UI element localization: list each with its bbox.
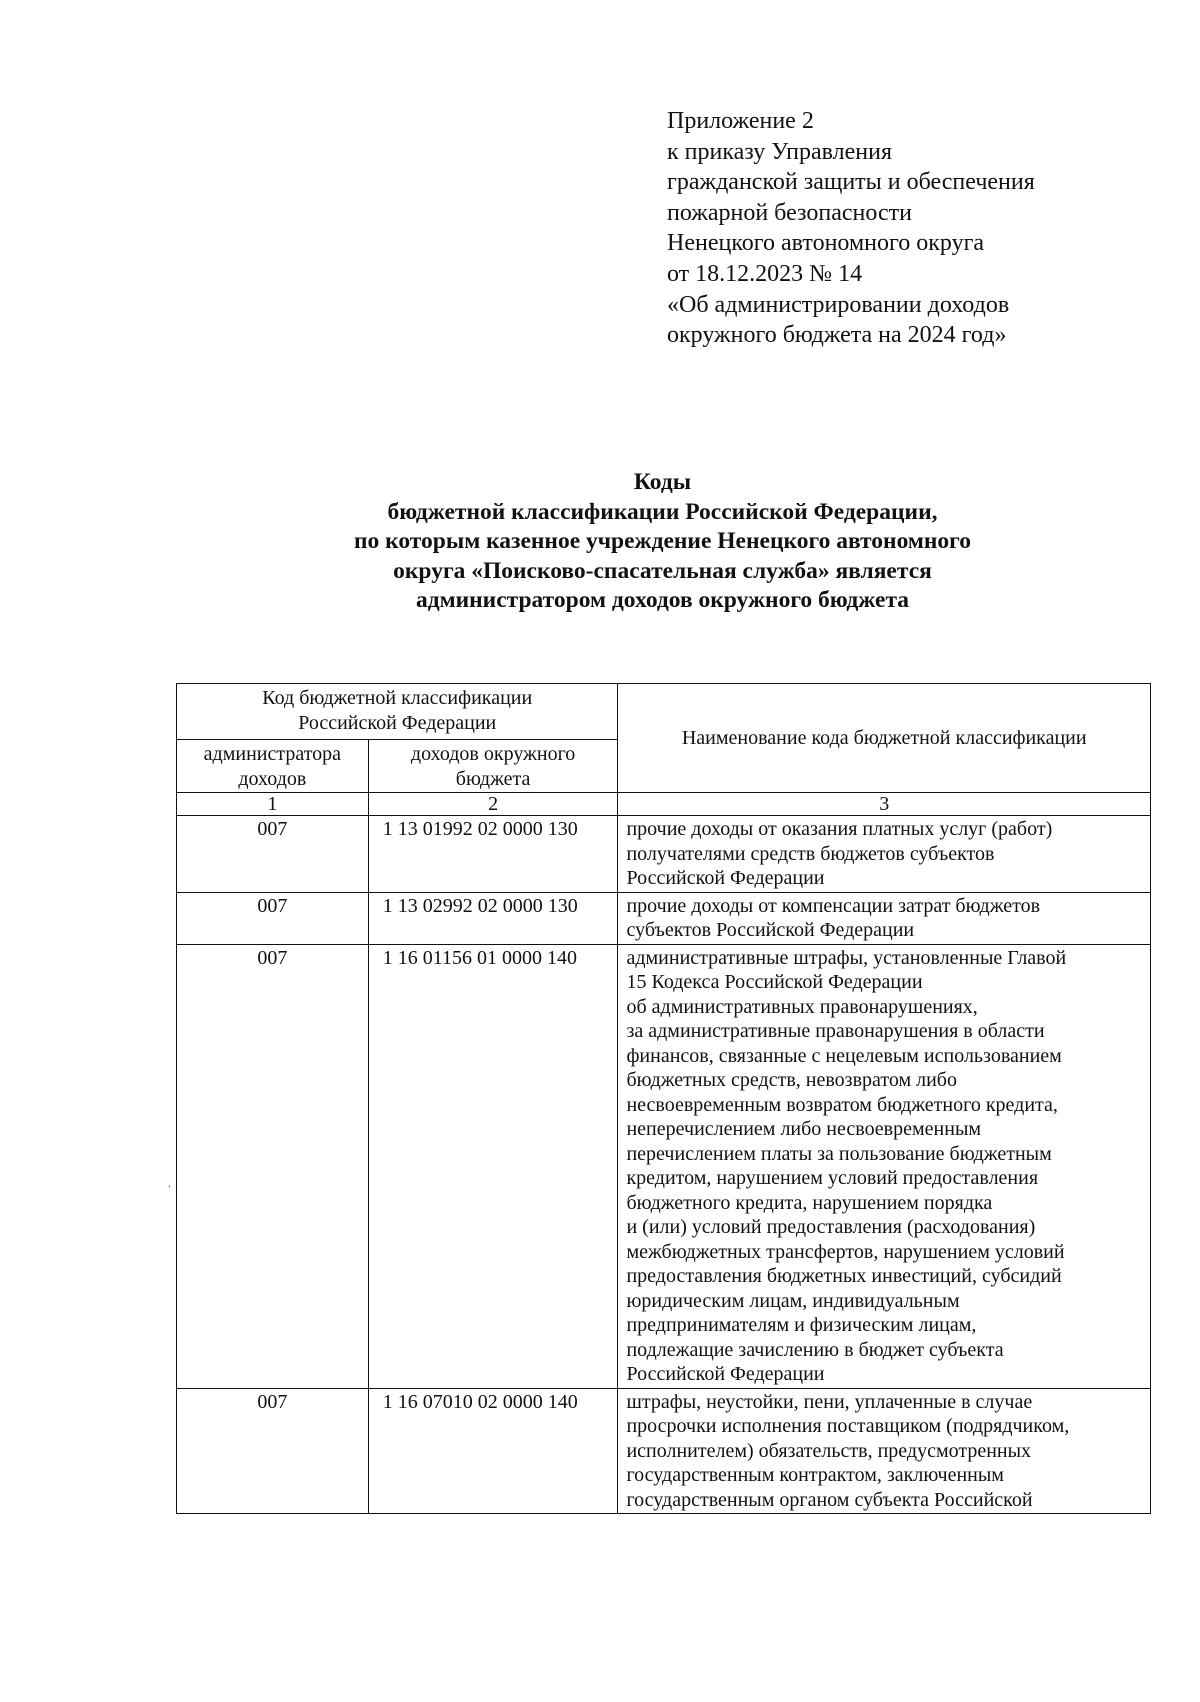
code-name-cell [618,944,1151,1388]
income-code-cell: 1 13 01992 02 0000 130 [368,816,618,893]
name-line: получателями средств бюджетов субъектов [626,842,995,865]
name-line: Российской Федерации [626,867,825,889]
scan-speck [169,1185,170,1188]
admin-code-cell: 007 [177,944,369,1388]
appendix-line: гражданской защиты и обеспечения [667,169,1035,196]
appendix-line: от 18.12.2023 № 14 [667,260,863,287]
income-code-cell: 1 16 01156 01 0000 140 [368,944,618,1388]
column-number: 2 [368,793,618,816]
name-line: об административных правонарушениях, [626,995,978,1018]
code-name-cell [618,892,1151,944]
header-group-line: Код бюджетной классификации [262,687,533,709]
header-income-line: бюджета [455,767,531,790]
name-line: административные штрафы, установленные Главой [626,946,1067,969]
admin-code-cell: 007 [177,1388,369,1514]
admin-code-cell: 007 [177,816,369,893]
header-admin-line: доходов [238,767,307,790]
header-code-group [177,684,618,740]
code-name-cell [618,1388,1151,1514]
appendix-line: Ненецкого автономного округа [667,230,985,257]
column-number-row [177,793,1151,816]
name-line: и (или) условий предоставления (расходования) [626,1216,1036,1238]
name-line: 15 Кодекса Российской Федерации [626,971,923,993]
name-line: предоставления бюджетных инвестиций, субсидий [626,1265,1062,1287]
name-line: предпринимателям и физическим лицам, [626,1314,977,1336]
column-number: 1 [177,793,369,816]
name-line: прочие доходы от компенсации затрат бюджетов [626,894,1041,917]
title-line: по которым казенное учреждение Ненецкого автономного [353,528,972,554]
admin-code-cell: 007 [177,892,369,944]
name-line: юридическим лицам, индивидуальным [626,1289,960,1312]
budget-codes-table [176,683,1151,1514]
code-name-cell [618,816,1151,893]
title-line: бюджетной классификации Российской Федерации, [387,498,938,525]
name-line: подлежащие зачислению в бюджет субъекта [626,1338,1004,1361]
title-line: Коды [633,469,692,495]
name-line: за административные правонарушения в области [626,1020,1045,1042]
header-admin-line: администратора [203,743,342,765]
table-row [177,892,1151,944]
name-line: государственным контрактом, заключенным [626,1464,1004,1486]
document-title [140,468,1185,616]
header-income-line: доходов окружного [410,743,576,765]
appendix-line: пожарной безопасности [667,199,912,226]
name-line: неперечислением либо несвоевременным [626,1118,982,1140]
column-number: 3 [618,793,1151,816]
header-col-admin [177,740,369,793]
table-row [177,816,1151,893]
title-line: округа «Поисково-спасательная служба» является [393,557,932,584]
name-line: государственным органом субъекта Российской [626,1488,1033,1511]
appendix-line: Приложение 2 [667,108,814,134]
header-group-line: Российской Федерации [298,711,497,734]
table-row [177,944,1151,1388]
name-line: прочие доходы от оказания платных услуг (работ) [626,818,1053,840]
table-header-row [177,684,1151,740]
name-line: бюджетного кредита, нарушением порядка [626,1191,993,1214]
name-line: просрочки исполнения поставщиком (подрядчиком, [626,1415,1070,1437]
appendix-line: окружного бюджета на 2024 год» [667,322,1007,349]
header-col-name: Наименование кода бюджетной классификации [618,684,1151,793]
name-line: перечислением платы за пользование бюджетным [626,1142,1052,1165]
income-code-cell: 1 13 02992 02 0000 130 [368,892,618,944]
title-line: администратором доходов окружного бюджета [415,587,910,613]
name-line: финансов, связанные с нецелевым использованием [626,1044,1062,1067]
appendix-line: «Об администрировании доходов [667,291,1010,318]
income-code-cell: 1 16 07010 02 0000 140 [368,1388,618,1514]
name-line: штрафы, неустойки, пени, уплаченные в случае [626,1390,1033,1413]
name-line: Российской Федерации [626,1363,825,1385]
name-line: несвоевременным возвратом бюджетного кредита, [626,1093,1058,1116]
name-line: межбюджетных трансфертов, нарушением условий [626,1240,1065,1263]
appendix-line: к приказу Управления [667,138,893,165]
appendix-block [667,106,1167,351]
name-line: кредитом, нарушением условий предоставления [626,1167,1039,1189]
table-row [177,1388,1151,1514]
name-line: бюджетных средств, невозвратом либо [626,1069,957,1091]
name-line: исполнителем) обязательств, предусмотренных [626,1439,1032,1462]
name-line: субъектов Российской Федерации [626,919,915,941]
header-col-income [368,740,618,793]
